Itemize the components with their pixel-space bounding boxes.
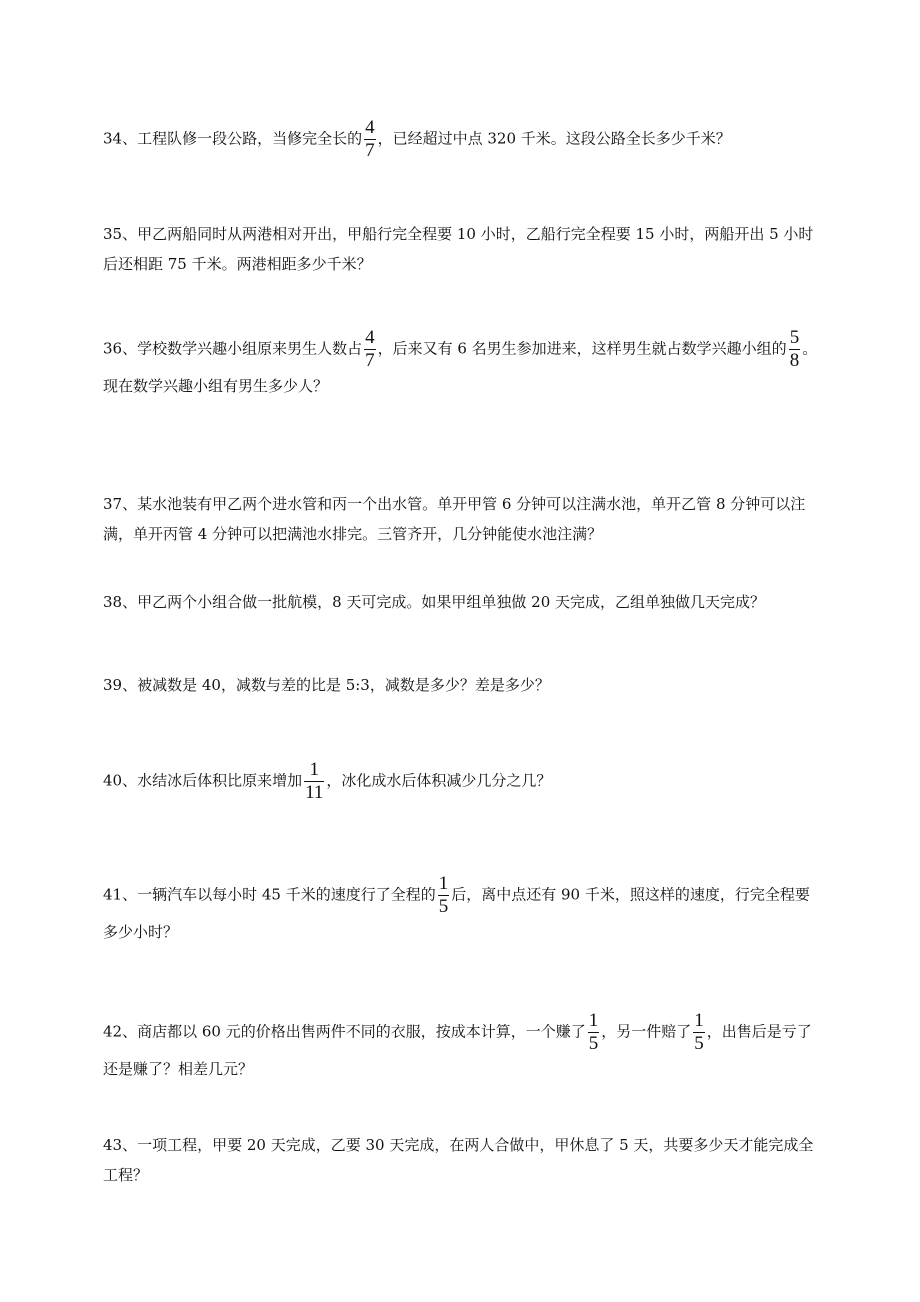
fraction bbox=[304, 760, 324, 803]
fraction-numerator: 4 bbox=[365, 117, 375, 138]
problem-40 bbox=[103, 760, 823, 803]
problem-text: 38、甲乙两个小组合做一批航模，8 天可完成。如果甲组单独做 20 天完成，乙组单独做几天完成？ bbox=[103, 593, 766, 611]
problem-43 bbox=[103, 1130, 823, 1190]
problem-34 bbox=[103, 118, 823, 161]
fraction bbox=[364, 118, 376, 161]
fraction-denominator: 5 bbox=[694, 1033, 704, 1054]
problem-text: 40、水结冰后体积比原来增加 bbox=[103, 771, 303, 790]
fraction-numerator: 4 bbox=[365, 327, 375, 348]
problem-text: 41、一辆汽车以每小时 45 千米的速度行了全程的 bbox=[103, 885, 436, 904]
problem-text: 后，离中点还有 90 千米，照这样的速度，行完全程要多少小时？ bbox=[103, 885, 810, 941]
fraction-denominator: 7 bbox=[365, 140, 375, 161]
fraction-denominator: 7 bbox=[365, 350, 375, 371]
problem-37 bbox=[103, 489, 823, 549]
fraction bbox=[588, 1011, 600, 1054]
fraction-numerator: 5 bbox=[789, 327, 800, 348]
problem-39 bbox=[103, 670, 823, 700]
fraction-denominator: 5 bbox=[438, 896, 449, 917]
problem-text: 39、被减数是 40，减数与差的比是 5:3，减数是多少？差是多少？ bbox=[103, 676, 550, 694]
problem-text: 34、工程队修一段公路，当修完全长的 bbox=[103, 129, 363, 148]
fraction bbox=[789, 328, 801, 371]
fraction-denominator: 5 bbox=[588, 1033, 599, 1054]
problem-text: ，出售后是亏了还是赚了？相差几元？ bbox=[103, 1022, 812, 1078]
fraction-numerator: 1 bbox=[304, 760, 324, 782]
problem-42 bbox=[103, 1011, 823, 1084]
fraction-numerator: 1 bbox=[438, 873, 449, 894]
problem-41 bbox=[103, 874, 823, 947]
problem-text: 。现在数学兴趣小组有男生多少人？ bbox=[103, 339, 818, 395]
fraction-denominator: 11 bbox=[305, 782, 324, 803]
problem-text: 42、商店都以 60 元的价格出售两件不同的衣服，按成本计算，一个赚了 bbox=[103, 1022, 586, 1041]
problem-text: 37、某水池装有甲乙两个进水管和丙一个出水管。单开甲管 6 分钟可以注满水池，单开乙管 8 分钟可以注满，单开丙管 4 分钟可以把满池水排完。三管齐开，几分钟能使水池注满？ bbox=[103, 495, 806, 543]
problem-35 bbox=[103, 219, 823, 279]
problem-text: ，已经超过中点 320 千米。这段公路全长多少千米？ bbox=[377, 129, 731, 148]
fraction bbox=[364, 328, 376, 371]
problem-text: 35、甲乙两船同时从两港相对开出，甲船行完全程要 10 小时，乙船行完全程要 15 小时，两船开出 5 小时后还相距 75 千米。两港相距多少千米？ bbox=[103, 225, 814, 273]
fraction bbox=[693, 1011, 705, 1054]
problem-36 bbox=[103, 328, 823, 401]
fraction-numerator: 1 bbox=[588, 1010, 599, 1031]
problem-38 bbox=[103, 587, 823, 617]
problem-text: 36、学校数学兴趣小组原来男生人数占 bbox=[103, 339, 363, 358]
fraction-numerator: 1 bbox=[694, 1010, 704, 1031]
problem-text: ，另一件赔了 bbox=[601, 1022, 692, 1041]
problem-text: ，冰化成水后体积减少几分之几？ bbox=[326, 771, 552, 790]
fraction-denominator: 8 bbox=[789, 350, 800, 371]
problem-text: ，后来又有 6 名男生参加进来，这样男生就占数学兴趣小组的 bbox=[377, 339, 787, 358]
problem-text: 43、一项工程，甲要 20 天完成，乙要 30 天完成，在两人合做中，甲休息了 5 天，共要多少天才能完成全工程？ bbox=[103, 1136, 814, 1184]
fraction bbox=[438, 874, 450, 917]
